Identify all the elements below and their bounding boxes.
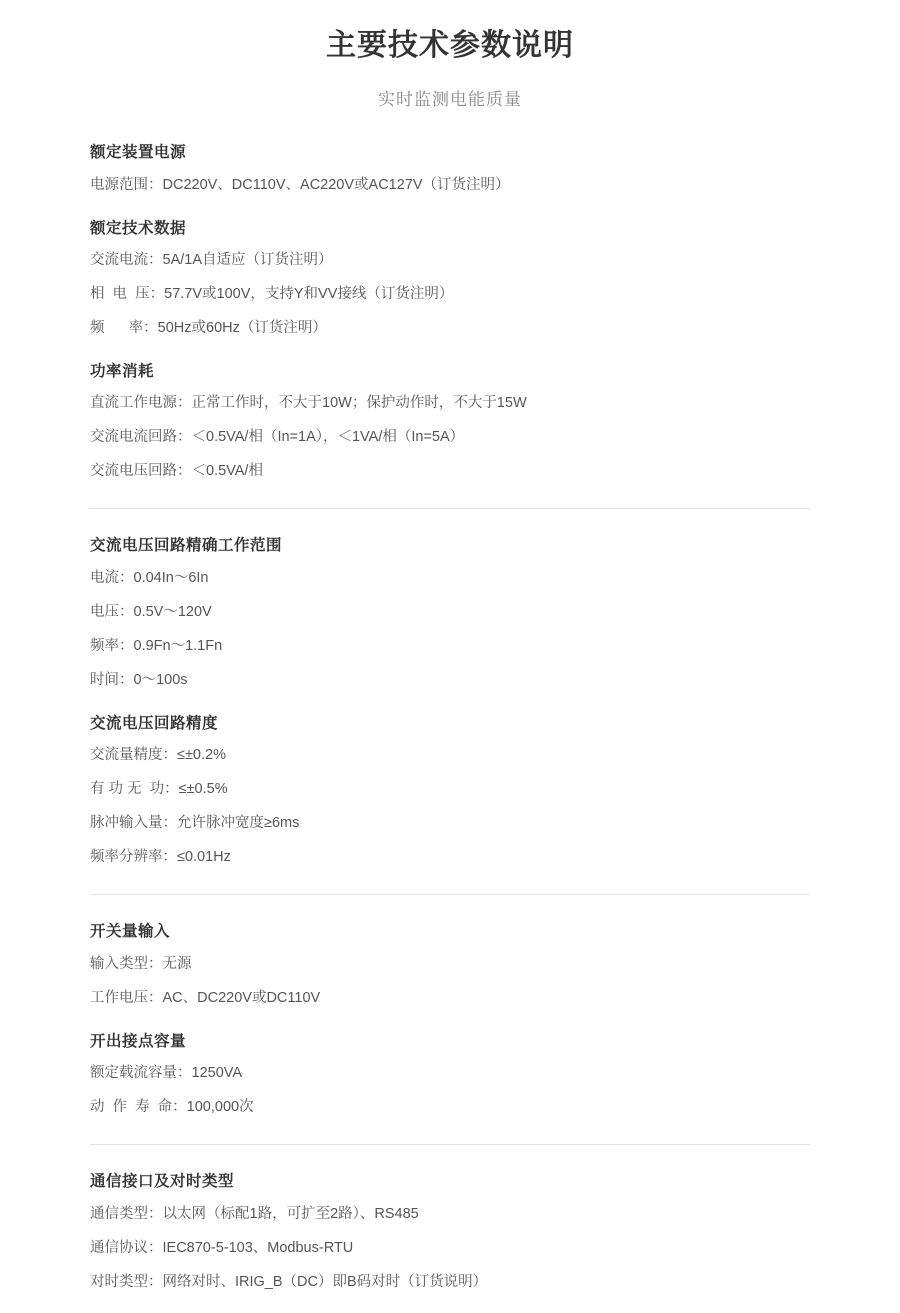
spec-value: AC、DC220V或DC110V [162,990,321,1007]
spec-label: 有 功 无 功： [90,781,179,798]
spec-value: ≤±0.2% [177,747,226,764]
section-title: 额定装置电源 [90,144,187,161]
spec-value: 0.9Fn～1.1Fn [133,638,223,655]
spec-section-power-supply [90,140,810,196]
spec-row [90,954,810,975]
section-divider [90,1144,810,1145]
spec-label: 脉冲输入量： [90,815,177,832]
spec-label: 通信协议： [90,1240,163,1257]
spec-section-communication [90,1169,810,1293]
spec-label: 电流： [90,570,134,587]
spec-row [90,745,810,766]
spec-row [90,568,810,589]
spec-value: 0～100s [133,672,188,689]
spec-row [90,1204,810,1225]
spec-label: 时间： [90,672,134,689]
spec-group [90,1169,810,1293]
spec-value: ＜0.5VA/相 [191,463,263,480]
spec-value: ＜0.5VA/相（In=1A），＜1VA/相（In=5A） [191,429,465,446]
spec-section-binary-input [90,919,810,1009]
spec-row [90,427,810,448]
section-divider [90,508,810,509]
page-title: 主要技术参数说明 [326,29,574,62]
spec-group [90,919,810,1118]
spec-label: 频率分辨率： [90,849,177,866]
spec-row [90,670,810,691]
spec-value: ≤±0.5% [178,781,228,798]
spec-value: 正常工作时，不大于10W；保护动作时，不大于15W [191,395,527,412]
spec-label: 交流量精度： [90,747,177,764]
spec-content [0,110,900,1313]
spec-value: 50Hz或60Hz（订货注明） [157,320,327,337]
spec-row [90,779,810,800]
spec-section-output-contact-capacity [90,1029,810,1118]
spec-row [90,988,810,1009]
spec-value: ≤0.01Hz [177,849,231,866]
section-divider [90,894,810,895]
spec-label: 频 率： [90,320,158,337]
spec-row [90,602,810,623]
spec-value: 无源 [162,956,192,973]
spec-section-ac-voltage-range [90,533,810,691]
spec-label: 动 作 寿 命： [90,1099,187,1116]
section-title: 功率消耗 [90,363,155,381]
spec-row [90,318,810,339]
spec-label: 通信类型： [90,1206,163,1223]
section-title: 额定技术数据 [90,220,187,238]
spec-value: IEC870-5-103、Modbus-RTU [162,1240,354,1257]
spec-row [90,175,810,196]
spec-value: 0.04In～6In [133,570,209,587]
spec-label: 频率： [90,638,134,655]
section-title: 交流电压回路精确工作范围 [90,537,283,555]
spec-section-ac-voltage-accuracy [90,711,810,868]
spec-label: 对时类型： [90,1274,163,1291]
page-subtitle: 实时监测电能质量 [378,90,522,109]
spec-section-rated-data [90,216,810,339]
spec-value: 允许脉冲宽度≥6ms [177,815,300,832]
spec-label: 输入类型： [90,956,163,973]
section-title: 开出接点容量 [90,1033,187,1051]
spec-value: DC220V、DC110V、AC220V或AC127V（订货注明） [162,177,510,193]
spec-label: 额定载流容量： [90,1065,192,1082]
spec-label: 电压： [90,604,134,621]
spec-value: 57.7V或100V，支持Y和VV接线（订货注明） [164,286,454,303]
spec-value: 5A/1A自适应（订货注明） [162,252,333,269]
spec-label: 电源范围： [90,177,163,193]
spec-row [90,1097,810,1118]
spec-row [90,1238,810,1259]
spec-label: 交流电流回路： [90,429,192,446]
section-title: 开关量输入 [90,923,171,941]
spec-row [90,250,810,271]
spec-row [90,813,810,834]
section-title: 通信接口及对时类型 [90,1173,235,1191]
spec-label: 交流电压回路： [90,463,192,480]
spec-row [90,393,810,414]
spec-value: 1250VA [191,1065,243,1082]
spec-value: 网络对时、IRIG_B（DC）即B码对时（订货说明） [162,1274,488,1291]
spec-row [90,461,810,482]
section-title: 交流电压回路精度 [90,715,219,733]
spec-label: 相 电 压： [90,286,165,303]
spec-row [90,636,810,657]
spec-row [90,847,810,868]
spec-label: 交流电流： [90,252,163,269]
spec-value: 100,000次 [186,1099,254,1116]
spec-row [90,1063,810,1084]
spec-label: 直流工作电源： [90,395,192,412]
spec-group [90,533,810,868]
spec-group [90,140,810,482]
spec-value: 以太网（标配1路，可扩至2路）、RS485 [162,1206,419,1223]
spec-label: 工作电压： [90,990,163,1007]
spec-row [90,284,810,305]
document-page [0,26,900,1313]
spec-value: 0.5V～120V [133,604,212,621]
spec-section-power-consumption [90,359,810,482]
spec-row [90,1272,810,1293]
